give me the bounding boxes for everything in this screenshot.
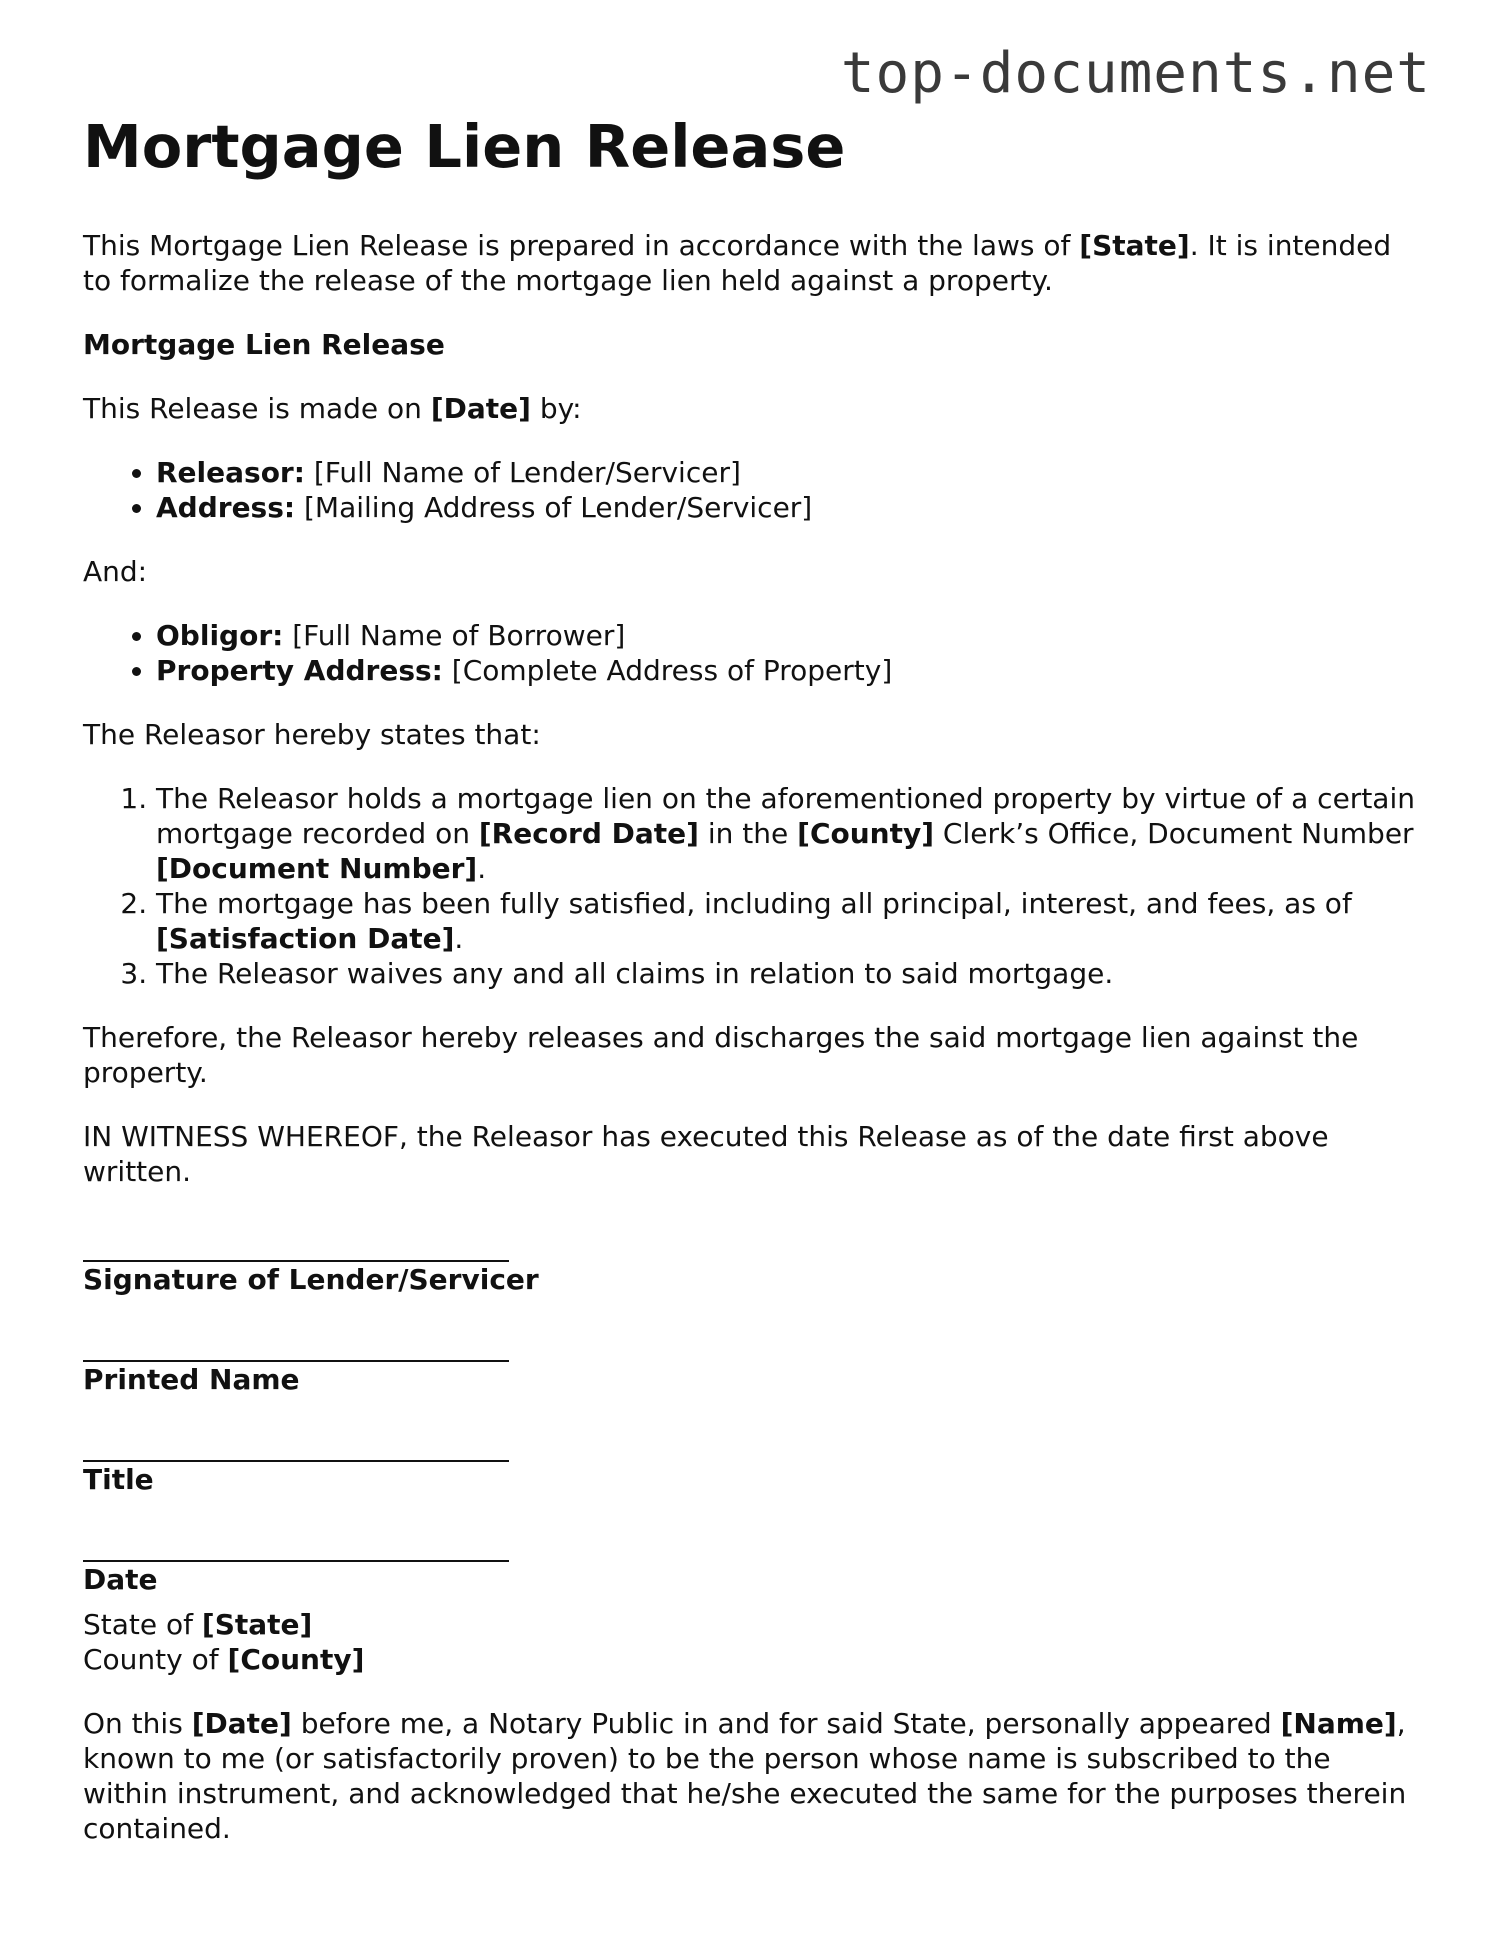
obligor-value: [Full Name of Borrower] [283,619,626,652]
statement-2-text-1: The mortgage has been fully satisfied, including all principal, interest, and fees, as of [156,887,1352,920]
date-item [83,1525,1423,1597]
statement-1-text-2: in the [698,817,798,850]
document-page [83,100,1423,1875]
title-item [83,1425,1423,1497]
document-number-placeholder: [Document Number] [156,852,478,885]
signature-block [83,1225,1423,1597]
property-address-value: [Complete Address of Property] [442,654,893,687]
printed-name-label: Printed Name [83,1363,300,1396]
made-on-text-2: by: [530,392,582,425]
and-text: And: [83,555,148,588]
statement-3 [156,956,1423,991]
county-placeholder: [County] [797,817,935,850]
signature-item [83,1225,1423,1297]
date-line[interactable] [83,1525,509,1562]
made-on-date-placeholder: [Date] [430,392,531,425]
venue-state [83,1607,1423,1642]
intro-text-1: This Mortgage Lien Release is prepared in accordance with the laws of [83,229,1080,262]
venue-block [83,1607,1423,1677]
satisfaction-date-placeholder: [Satisfaction Date] [156,922,455,955]
obligor-label: Obligor: [156,619,284,652]
date-label: Date [83,1563,158,1596]
intro-state-placeholder: [State] [1079,229,1190,262]
list-item-address [156,490,1423,525]
property-address-label: Property Address: [156,654,443,687]
signature-label: Signature of Lender/Servicer [83,1263,539,1296]
notary-paragraph [83,1706,1423,1846]
notary-name-placeholder: [Name] [1280,1707,1397,1740]
venue-county-prefix: County of [83,1643,228,1676]
statement-2 [156,886,1423,956]
list-item-releasor [156,455,1423,490]
watermark: top-documents.net [840,41,1431,106]
therefore-paragraph: Therefore, the Releasor hereby releases and discharges the said mortgage lien against the property. [83,1021,1359,1089]
venue-county [83,1642,1423,1677]
notary-date-placeholder: [Date] [191,1707,292,1740]
intro-text-2: . It is intended to formalize the release of the mortgage lien held against a property. [83,229,1392,297]
record-date-placeholder: [Record Date] [478,817,699,850]
statement-1-text-4: . [477,852,487,885]
statement-1-text-1: The Releasor holds a mortgage lien on the aforementioned property by virtue of a certain mortgage recorded on [156,782,1415,850]
statement-1-text-3: Clerk’s Office, Document Number [934,817,1414,850]
releasor-label: Releasor: [156,456,305,489]
made-on-text-1: This Release is made on [83,392,431,425]
made-on-paragraph [83,391,1423,426]
witness-paragraph: IN WITNESS WHEREOF, the Releasor has executed this Release as of the date first above written. [83,1120,1329,1188]
notary-text-2: before me, a Notary Public in and for said State, personally appeared [291,1707,1281,1740]
notary-text-1: On this [83,1707,192,1740]
statement-3-text-1: The Releasor waives any and all claims in relation to said mortgage. [156,957,1114,990]
statement-2-text-2: . [454,922,464,955]
section-subheading: Mortgage Lien Release [83,328,445,361]
signature-line[interactable] [83,1225,509,1262]
releasor-value: [Full Name of Lender/Servicer] [304,456,741,489]
list-item-obligor [156,618,1423,653]
address-label: Address: [156,491,296,524]
list-item-property-address [156,653,1423,688]
intro-paragraph [83,228,1423,298]
title-line[interactable] [83,1425,509,1462]
venue-county-placeholder: [County] [227,1643,365,1676]
statement-1 [156,781,1423,886]
notary-text-3: , known to me (or satisfactorily proven) to be the person whose name is subscribed to the within instrument, and acknowledged that he/she executed the same for the purposes therein contained. [83,1707,1407,1845]
address-value: [Mailing Address of Lender/Servicer] [295,491,813,524]
statements-list [83,781,1423,991]
title-label: Title [83,1463,154,1496]
printed-name-item [83,1325,1423,1397]
releasor-list [83,455,1423,525]
document-title: Mortgage Lien Release [83,112,846,181]
printed-name-line[interactable] [83,1325,509,1362]
venue-state-placeholder: [State] [201,1608,313,1641]
states-intro: The Releasor hereby states that: [83,718,541,751]
venue-state-prefix: State of [83,1608,202,1641]
obligor-list [83,618,1423,688]
